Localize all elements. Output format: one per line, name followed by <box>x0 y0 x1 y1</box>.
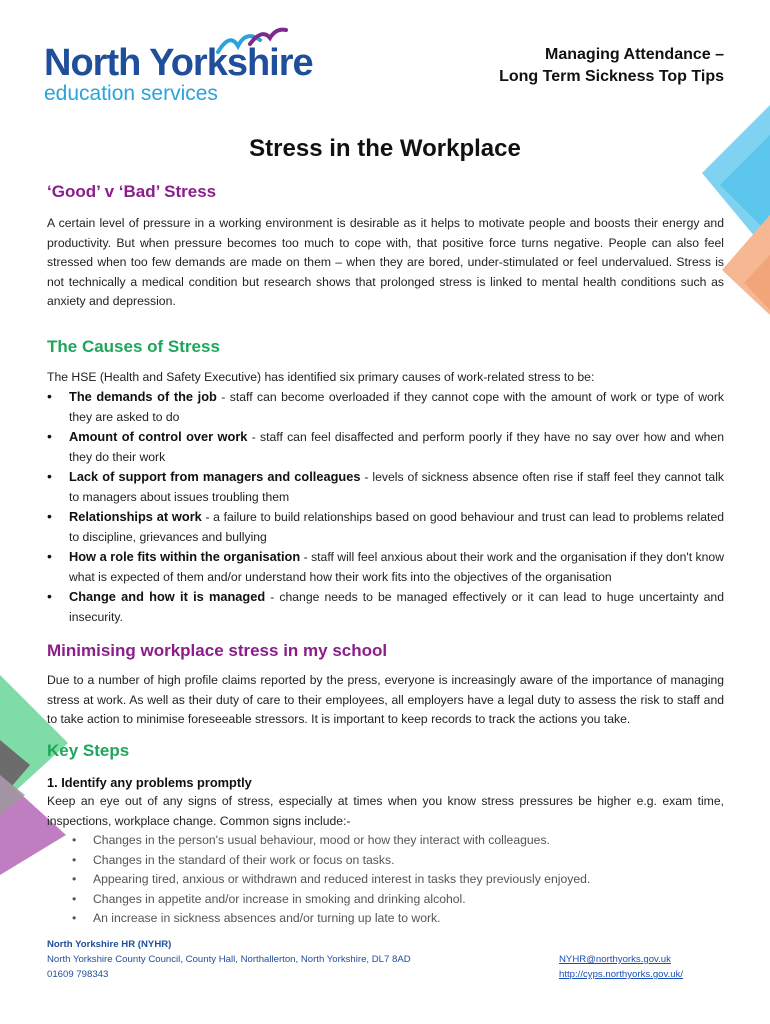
section-intro: The HSE (Health and Safety Executive) has identified six primary causes of work-related stress to be: <box>47 369 595 384</box>
north-yorkshire-logo <box>44 26 344 106</box>
list-item: • Changes in appetite and/or increase in smoking and drinking alcohol. <box>72 890 724 910</box>
cause-title: Lack of support from managers and colleagues <box>69 469 361 484</box>
cause-text: - change needs to be managed effectively or it can lead to huge uncertainty and insecurity. <box>69 590 724 624</box>
document-header <box>499 44 724 88</box>
footer-contact <box>47 937 411 982</box>
footer-address: North Yorkshire County Council, County Hall, Northallerton, North Yorkshire, DL7 8AD <box>47 954 411 965</box>
cause-text: - staff can feel disaffected and perform poorly if they have no say over how and when they do their work <box>69 430 724 464</box>
section-heading: Key Steps <box>47 740 130 760</box>
logo-wordmark: North Yorkshire <box>44 42 313 84</box>
cause-text: - staff can become overloaded if they cannot cope with the amount of work or type of work they are asked to do <box>69 390 724 424</box>
list-item <box>47 547 724 587</box>
email-link[interactable]: NYHR@northyorks.gov.uk <box>559 954 671 965</box>
list-item <box>47 507 724 547</box>
section-causes-of-stress <box>47 335 724 628</box>
list-item: • An increase in sickness absences and/or turning up late to work. <box>72 909 724 929</box>
page-title: Stress in the Workplace <box>249 135 521 162</box>
logo-subtitle: education services <box>44 82 218 105</box>
website-link[interactable]: http://cyps.northyorks.gov.uk/ <box>559 969 684 980</box>
header-line-1: Managing Attendance – <box>545 46 724 63</box>
document-body <box>47 180 724 929</box>
list-item: • Changes in the person's usual behaviour, mood or how they interact with colleagues. <box>72 831 724 851</box>
cause-text: - levels of sickness absence often rise if staff feel they cannot talk to managers about issues troubling them <box>69 470 725 504</box>
list-item: • Appearing tired, anxious or withdrawn and reduced interest in tasks they previously enjoyed. <box>72 870 724 890</box>
section-good-bad-stress <box>47 180 724 312</box>
list-item <box>47 587 724 627</box>
step-title: 1. Identify any problems promptly <box>47 774 252 790</box>
header-line-2: Long Term Sickness Top Tips <box>499 68 724 85</box>
cause-title: Amount of control over work <box>69 429 248 444</box>
section-paragraph: A certain level of pressure in a working environment is desirable as it helps to motivate people and boosts their energy and productivity. But when pressure becomes too much to cope with, that positive force turns negative. People can also feel stressed when too few demands are made on them – when they are bored, under-stimulated or feel undervalued. Stress is not technically a medical condition but research shows that prolonged stress is linked to mental health conditions such as anxiety and depression. <box>47 216 724 308</box>
section-heading: ‘Good’ v ‘Bad’ Stress <box>47 182 217 201</box>
step-paragraph: Keep an eye out of any signs of stress, especially at times when you know stress pressures be higher e.g. exam time, inspections, workplace change. Common signs include:- <box>47 794 724 828</box>
section-minimising-stress <box>47 639 724 730</box>
causes-list <box>47 387 724 627</box>
cause-title: How a role fits within the organisation <box>69 549 301 564</box>
signs-list <box>47 831 724 929</box>
section-heading: The Causes of Stress <box>47 336 220 356</box>
list-item <box>47 427 724 467</box>
cause-title: Change and how it is managed <box>69 589 266 604</box>
cause-text: - a failure to build relationships based on good behaviour and trust can lead to problems related to discipline, grievances and bullying <box>69 510 725 544</box>
list-item: • Changes in the standard of their work or focus on tasks. <box>72 851 724 871</box>
cause-title: Relationships at work <box>69 509 202 524</box>
section-heading: Minimising workplace stress in my school <box>47 641 388 660</box>
footer-links <box>559 952 683 982</box>
section-key-steps <box>47 739 724 929</box>
section-paragraph: Due to a number of high profile claims reported by the press, everyone is increasingly aware of the importance of managing stress at work. As well as their duty of care to their employees, all employers have a legal duty to assess the risk to staff and to take action to minimise foreseeable stressors. It is important to keep records to track the actions you take. <box>47 673 724 726</box>
footer-phone: 01609 798343 <box>47 969 109 980</box>
cause-text: - staff will feel anxious about their work and the organisation if they don't know what is expected of them and/or understand how their work fits into the objectives of the organisation <box>69 550 724 584</box>
list-item <box>47 387 724 427</box>
cause-title: The demands of the job <box>69 389 217 404</box>
list-item <box>47 467 724 507</box>
footer-org: North Yorkshire HR (NYHR) <box>47 939 172 950</box>
